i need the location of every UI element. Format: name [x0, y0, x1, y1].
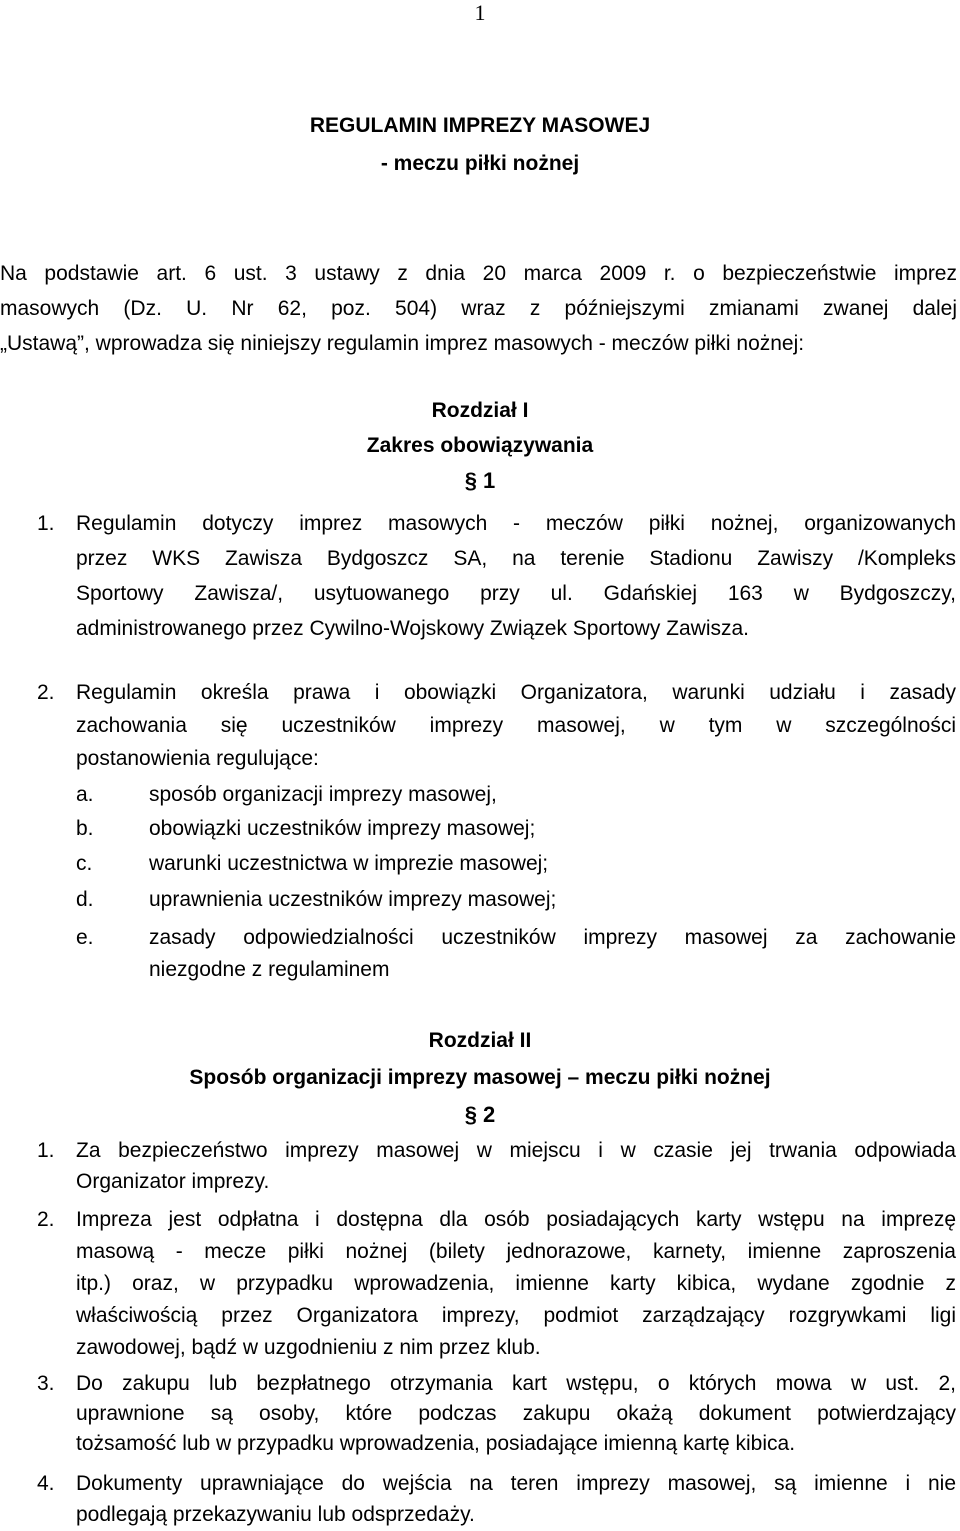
- section-1-mark: § 1: [464, 468, 496, 493]
- intro-line: masowych (Dz. U. Nr 62, poz. 504) wraz z późniejszymi zmianami zwanej dalej: [0, 297, 957, 320]
- item-number: 2.: [37, 681, 55, 704]
- page-number: 1: [474, 0, 486, 25]
- sub-item-letter: e.: [76, 926, 94, 949]
- chapter-1-heading: Rozdział I: [431, 399, 529, 422]
- item-number: 2.: [37, 1208, 55, 1231]
- item-line: podlegają przekazywaniu lub odsprzedaży.: [76, 1503, 475, 1526]
- item-number: 1.: [37, 1139, 55, 1162]
- item-text: [76, 1369, 956, 1459]
- item-number: 3.: [37, 1372, 55, 1395]
- item-text: [76, 1204, 956, 1364]
- sub-item-letter: b.: [76, 817, 94, 840]
- item-number: 4.: [37, 1472, 55, 1495]
- item-line: Sportowy Zawisza/, usytuowanego przy ul. Gdańskiej 163 w Bydgoszczy,: [76, 582, 956, 605]
- item-number: 1.: [37, 512, 55, 535]
- item-line: uprawnione są osoby, które podczas zakupu okażą dokument potwierdzający: [76, 1402, 956, 1425]
- item-line: Za bezpieczeństwo imprezy masowej w miejscu i w czasie jej trwania odpowiada: [76, 1139, 956, 1162]
- item-text: [76, 1135, 956, 1197]
- item-line: itp.) oraz, w przypadku wprowadzenia, imienne karty kibica, wydane zgodnie z: [76, 1272, 956, 1295]
- intro-paragraph: [0, 256, 957, 361]
- item-text: [76, 506, 956, 646]
- chapter-2-subheading: Sposób organizacji imprezy masowej – meczu piłki nożnej: [189, 1066, 771, 1089]
- list-item: [0, 676, 960, 776]
- chapter-2-heading: Rozdział II: [428, 1029, 532, 1052]
- item-line: Regulamin dotyczy imprez masowych - meczów piłki nożnej, organizowanych: [76, 512, 956, 535]
- item-text: [76, 676, 956, 775]
- sub-item-text: uprawnienia uczestników imprezy masowej;: [149, 888, 557, 911]
- list-item: [0, 506, 960, 638]
- item-line: przez WKS Zawisza Bydgoszcz SA, na terenie Stadionu Zawiszy /Kompleks: [76, 547, 956, 570]
- item-line: Regulamin określa prawa i obowiązki Organizatora, warunki udziału i zasady: [76, 681, 956, 704]
- item-line: zawodowej, bądź w uzgodnieniu z nim przez klub.: [76, 1336, 541, 1359]
- chapter-1-subheading: Zakres obowiązywania: [366, 434, 594, 457]
- intro-line: „Ustawą”, wprowadza się niniejszy regulamin imprez masowych - meczów piłki nożnej:: [0, 332, 805, 355]
- sub-item-letter: d.: [76, 888, 94, 911]
- sub-item-text: obowiązki uczestników imprezy masowej;: [149, 817, 536, 840]
- item-line: Do zakupu lub bezpłatnego otrzymania kart wstępu, o których mowa w ust. 2,: [76, 1372, 956, 1395]
- item-line: zachowania się uczestników imprezy masowej, w tym w szczególności: [76, 714, 956, 737]
- document-subtitle: - meczu piłki nożnej: [380, 152, 580, 175]
- item-line: Dokumenty uprawniające do wejścia na teren imprezy masowej, są imienne i nie: [76, 1472, 956, 1495]
- item-text: [76, 1468, 956, 1530]
- item-line: postanowienia regulujące:: [76, 747, 319, 770]
- item-line: Impreza jest odpłatna i dostępna dla osób posiadających karty wstępu na imprezę: [76, 1208, 956, 1231]
- item-line: administrowanego przez Cywilno-Wojskowy Związek Sportowy Zawisza.: [76, 617, 750, 640]
- item-line: właściwością przez Organizatora imprezy, podmiot zarządzający rozgrywkami ligi: [76, 1304, 956, 1327]
- sub-item-text: warunki uczestnictwa w imprezie masowej;: [149, 852, 549, 875]
- sub-item-text: sposób organizacji imprezy masowej,: [149, 783, 497, 806]
- item-line: tożsamość lub w przypadku wprowadzenia, posiadające imienną kartę kibica.: [76, 1432, 796, 1455]
- item-line: masową - mecze piłki nożnej (bilety jednorazowe, karnety, imienne zaproszenia: [76, 1240, 956, 1263]
- document-title: REGULAMIN IMPREZY MASOWEJ: [309, 114, 651, 137]
- sub-item-letter: c.: [76, 852, 93, 875]
- section-2-mark: § 2: [464, 1102, 496, 1127]
- sub-item-text: niezgodne z regulaminem: [149, 958, 390, 981]
- intro-line: Na podstawie art. 6 ust. 3 ustawy z dnia 20 marca 2009 r. o bezpieczeństwie imprez: [0, 262, 957, 285]
- sub-item-letter: a.: [76, 783, 94, 806]
- item-line: Organizator imprezy.: [76, 1170, 270, 1193]
- sub-item-text: zasady odpowiedzialności uczestników imprezy masowej za zachowanie: [149, 926, 956, 949]
